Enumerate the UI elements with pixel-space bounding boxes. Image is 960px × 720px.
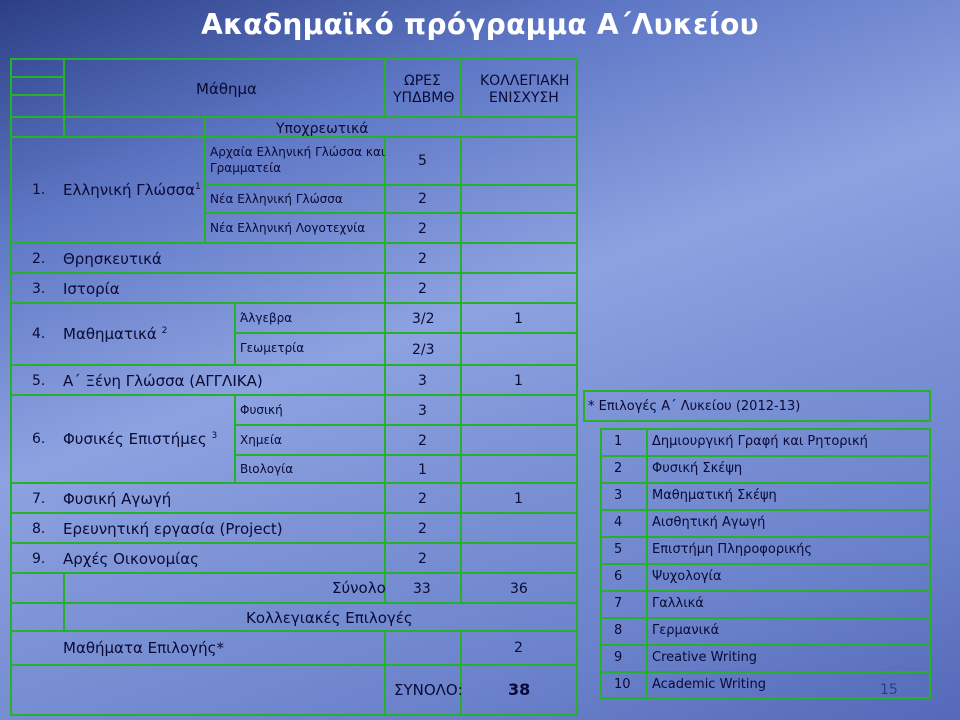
compulsory-header: Υποχρεωτικά xyxy=(276,121,369,137)
row1-sub3: Νέα Ελληνική Λογοτεχνία xyxy=(210,221,366,235)
elective-colleg: 2 xyxy=(514,640,523,656)
row2-number: 2. xyxy=(32,251,46,267)
row3-number: 3. xyxy=(32,281,46,297)
row9-number: 9. xyxy=(32,551,46,567)
row6-number: 6. xyxy=(32,431,46,447)
row1-sub1-line2: Γραμματεία xyxy=(210,161,282,175)
elective-label: Μαθήματα Επιλογής* xyxy=(63,639,224,657)
sum-colleg: 36 xyxy=(510,581,528,597)
list-item-number-cell xyxy=(600,428,648,457)
list-item: Αισθητική Αγωγή xyxy=(652,515,766,530)
list-item: Μαθηματική Σκέψη xyxy=(652,488,777,503)
total-label: ΣΥΝΟΛΟ: xyxy=(394,681,463,699)
colleg-header-line1: ΚΟΛΛΕΓΙΑΚΗ xyxy=(480,73,570,89)
list-item: Academic Writing xyxy=(652,677,767,692)
list-item-number-cell xyxy=(600,455,648,484)
grid-cell xyxy=(10,94,65,118)
row4-subject: Μαθηματικά $^2$ xyxy=(63,325,168,343)
sum-label: Σύνολο xyxy=(332,579,386,597)
list-item: Ψυχολογία xyxy=(652,569,722,584)
grid-cell xyxy=(460,212,578,244)
list-item-number-cell xyxy=(600,590,648,619)
grid-cell xyxy=(460,242,578,274)
colleg-header-line2: ΕΝΙΣΧΥΣΗ xyxy=(489,90,559,106)
list-item-number: 4 xyxy=(614,515,623,530)
row6-hours1: 3 xyxy=(418,403,427,419)
grid-cell xyxy=(10,58,65,78)
row4-number: 4. xyxy=(32,326,46,342)
grid-cell xyxy=(204,116,578,138)
row7-subject: Φυσική Αγωγή xyxy=(63,490,172,508)
grid-cell xyxy=(63,116,206,138)
row1-number: 1. xyxy=(32,182,46,198)
row4-sub1: Άλγεβρα xyxy=(240,311,293,325)
total-value: 38 xyxy=(508,680,531,699)
list-item-number: 2 xyxy=(614,461,623,476)
row7-hours: 2 xyxy=(418,491,427,507)
row8-number: 8. xyxy=(32,521,46,537)
list-item: Γερμανικά xyxy=(652,623,720,638)
row8-subject: Ερευνητική εργασία (Project) xyxy=(63,520,283,538)
grid-cell xyxy=(460,184,578,214)
grid-cell xyxy=(460,272,578,304)
row5-colleg: 1 xyxy=(514,373,523,389)
grid-cell xyxy=(10,116,65,138)
page-number: 15 xyxy=(880,682,898,698)
grid-cell xyxy=(384,630,462,666)
list-item-number: 3 xyxy=(614,488,623,503)
grid-cell xyxy=(10,572,65,604)
grid-cell xyxy=(10,664,386,716)
side-title: * Επιλογές Α΄ Λυκείου (2012-13) xyxy=(588,399,801,414)
list-item: Δημιουργική Γραφή και Ρητορική xyxy=(652,434,868,449)
row9-hours: 2 xyxy=(418,551,427,567)
list-item-number-cell xyxy=(600,617,648,646)
row6-subject: Φυσικές Επιστήμες $^3$ xyxy=(63,430,218,448)
row1-hours2: 2 xyxy=(418,191,427,207)
row7-colleg: 1 xyxy=(514,491,523,507)
row3-hours: 2 xyxy=(418,281,427,297)
row7-number: 7. xyxy=(32,491,46,507)
grid-cell xyxy=(460,424,578,456)
grid-cell xyxy=(460,454,578,484)
list-item-number: 5 xyxy=(614,542,623,557)
grid-cell xyxy=(10,76,65,96)
list-item-number: 6 xyxy=(614,569,623,584)
row3-subject: Ιστορία xyxy=(63,280,120,298)
list-item: Γαλλικά xyxy=(652,596,704,611)
list-item-number: 7 xyxy=(614,596,623,611)
grid-cell xyxy=(460,394,578,426)
list-item-number-cell xyxy=(600,536,648,565)
row1-subject: Ελληνική Γλώσσα$^1$ xyxy=(63,181,201,199)
list-item-number: 8 xyxy=(614,623,623,638)
list-item: Επιστήμη Πληροφορικής xyxy=(652,542,813,557)
row1-hours3: 2 xyxy=(418,221,427,237)
list-item-number-cell xyxy=(600,563,648,592)
list-item: Creative Writing xyxy=(652,650,758,665)
hours-header-line2: ΥΠΔΒΜΘ xyxy=(393,90,455,106)
sum-hours: 33 xyxy=(413,581,431,597)
list-item-number: 10 xyxy=(614,677,631,692)
row4-sub2: Γεωμετρία xyxy=(240,341,305,355)
row1-sub1-line1: Αρχαία Ελληνική Γλώσσα και xyxy=(210,145,385,159)
row1-sub2: Νέα Ελληνική Γλώσσα xyxy=(210,192,343,206)
row2-subject: Θρησκευτικά xyxy=(63,250,162,268)
hours-header-line1: ΩΡΕΣ xyxy=(404,73,441,89)
row5-number: 5. xyxy=(32,373,46,389)
list-item-number-cell xyxy=(600,482,648,511)
list-item-number: 9 xyxy=(614,650,623,665)
grid-cell xyxy=(10,602,65,632)
grid-cell xyxy=(460,332,578,366)
row6-sub3: Βιολογία xyxy=(240,462,294,476)
row5-hours: 3 xyxy=(418,373,427,389)
list-item: Φυσική Σκέψη xyxy=(652,461,743,476)
row6-sub1: Φυσική xyxy=(240,403,283,417)
row6-hours2: 2 xyxy=(418,433,427,449)
row4-hours2: 2/3 xyxy=(412,342,435,358)
row4-hours1: 3/2 xyxy=(412,311,435,327)
row5-subject: Α΄ Ξένη Γλώσσα (ΑΓΓΛΙΚΑ) xyxy=(63,372,263,390)
grid-cell xyxy=(460,542,578,574)
row6-sub2: Χημεία xyxy=(240,433,282,447)
list-item-number-cell xyxy=(600,509,648,538)
list-item-number-cell xyxy=(600,644,648,673)
row6-hours3: 1 xyxy=(418,462,427,478)
colleg-electives-label: Κολλεγιακές Επιλογές xyxy=(246,609,413,627)
row9-subject: Αρχές Οικονομίας xyxy=(63,550,199,568)
row8-hours: 2 xyxy=(418,521,427,537)
row2-hours: 2 xyxy=(418,251,427,267)
row1-hours1: 5 xyxy=(418,153,427,169)
row4-colleg1: 1 xyxy=(514,311,523,327)
grid-cell xyxy=(460,512,578,544)
list-item-number: 1 xyxy=(614,434,623,449)
subject-header: Μάθημα xyxy=(196,80,257,98)
grid-cell xyxy=(460,136,578,186)
page-title: Ακαδημαϊκό πρόγραμμα Α΄Λυκείου xyxy=(201,8,759,41)
